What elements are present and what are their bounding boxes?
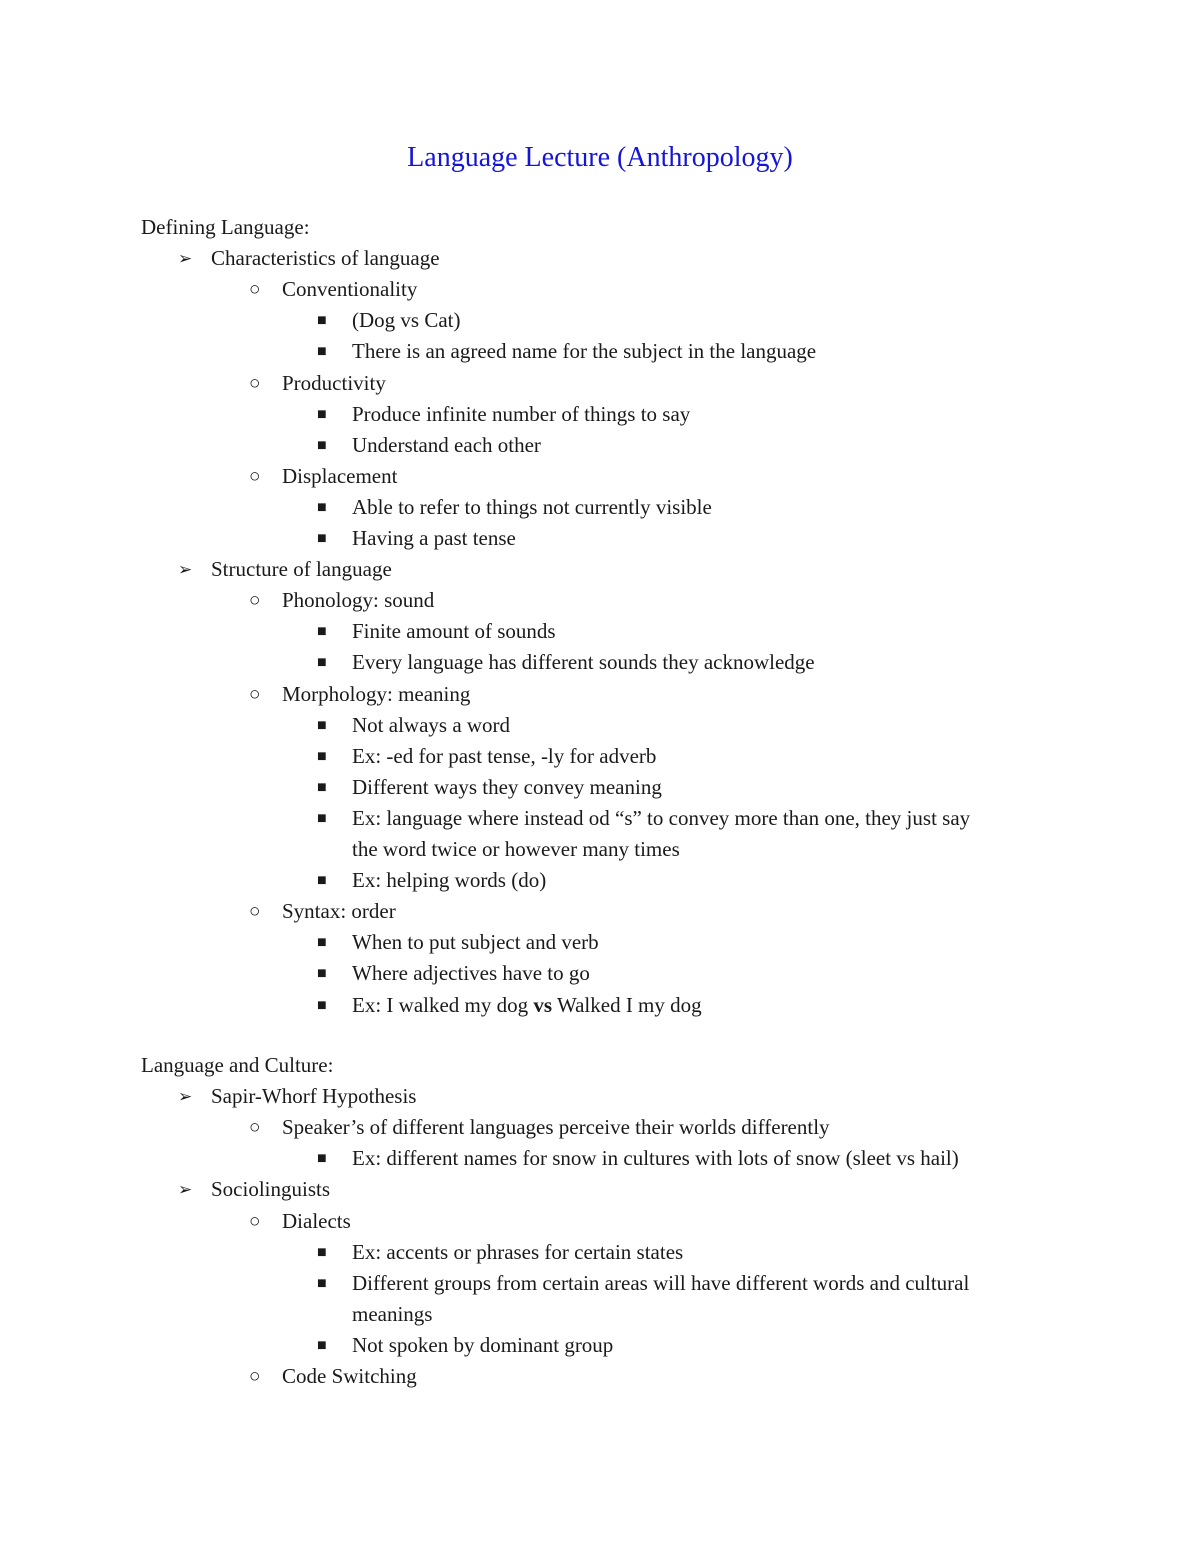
list-item-level-1: Sapir-Whorf Hypothesis bbox=[211, 1084, 417, 1109]
list-item-level-2: Syntax: order bbox=[282, 899, 396, 924]
list-item-level-1: Characteristics of language bbox=[211, 246, 440, 271]
list-item-level-2: Conventionality bbox=[282, 277, 418, 302]
square-bullet-icon: ■ bbox=[317, 872, 327, 890]
square-bullet-icon: ■ bbox=[317, 1274, 327, 1292]
square-bullet-icon: ■ bbox=[317, 343, 327, 361]
page-title: Language Lecture (Anthropology) bbox=[407, 142, 793, 173]
circle-bullet-icon: ○ bbox=[249, 465, 261, 487]
list-item-level-3: There is an agreed name for the subject in the language bbox=[352, 339, 817, 364]
list-item-level-3: Finite amount of sounds bbox=[352, 619, 556, 644]
list-item-level-3: (Dog vs Cat) bbox=[352, 308, 461, 333]
list-item-level-2: Displacement bbox=[282, 463, 398, 488]
square-bullet-icon: ■ bbox=[317, 965, 327, 983]
square-bullet-icon: ■ bbox=[317, 934, 327, 952]
list-item-level-2: Morphology: meaning bbox=[282, 681, 471, 706]
square-bullet-icon: ■ bbox=[317, 436, 327, 454]
list-item-level-3 bbox=[352, 990, 702, 1021]
list-item-level-3: Not always a word bbox=[352, 712, 511, 737]
square-bullet-icon: ■ bbox=[317, 654, 327, 672]
arrow-bullet-icon: ➢ bbox=[178, 1087, 193, 1107]
circle-bullet-icon: ○ bbox=[249, 279, 261, 301]
square-bullet-icon: ■ bbox=[317, 1243, 327, 1261]
list-item-level-3: Ex: helping words (do) bbox=[352, 868, 547, 893]
list-item-level-2: Productivity bbox=[282, 370, 386, 395]
section-heading: Language and Culture: bbox=[141, 1053, 334, 1077]
list-item-level-3: Ex: language where instead od “s” to convey more than one, they just say bbox=[352, 805, 971, 830]
list-item-level-2: Phonology: sound bbox=[282, 588, 435, 613]
circle-bullet-icon: ○ bbox=[249, 590, 261, 612]
list-item-level-3: Not spoken by dominant group bbox=[352, 1332, 614, 1357]
list-item-level-3: Understand each other bbox=[352, 432, 541, 457]
square-bullet-icon: ■ bbox=[317, 778, 327, 796]
square-bullet-icon: ■ bbox=[317, 996, 327, 1014]
section-heading: Defining Language: bbox=[141, 215, 310, 239]
square-bullet-icon: ■ bbox=[317, 1336, 327, 1354]
square-bullet-icon: ■ bbox=[317, 809, 327, 827]
square-bullet-icon: ■ bbox=[317, 312, 327, 330]
circle-bullet-icon: ○ bbox=[249, 372, 261, 394]
bold-text: vs bbox=[533, 992, 553, 1017]
list-item-text: Ex: I walked my dog bbox=[352, 992, 534, 1017]
square-bullet-icon: ■ bbox=[317, 747, 327, 765]
list-item-level-3: Every language has different sounds they acknowledge bbox=[352, 650, 815, 675]
list-item-level-3: Ex: -ed for past tense, -ly for adverb bbox=[352, 743, 657, 768]
list-item-level-3: Ex: accents or phrases for certain states bbox=[352, 1239, 684, 1264]
list-item-level-3: Produce infinite number of things to say bbox=[352, 401, 691, 426]
list-item-level-3: Having a past tense bbox=[352, 526, 516, 550]
list-item-level-3: Ex: different names for snow in cultures with lots of snow (sleet vs hail) bbox=[352, 1146, 959, 1171]
square-bullet-icon: ■ bbox=[317, 530, 327, 547]
list-item-level-3: Different groups from certain areas will have different words and cultural bbox=[352, 1270, 970, 1295]
circle-bullet-icon: ○ bbox=[249, 1366, 261, 1387]
arrow-bullet-icon: ➢ bbox=[178, 560, 193, 580]
circle-bullet-icon: ○ bbox=[249, 1210, 261, 1232]
list-item-level-1: Structure of language bbox=[211, 557, 392, 582]
circle-bullet-icon: ○ bbox=[249, 901, 261, 923]
square-bullet-icon: ■ bbox=[317, 716, 327, 734]
square-bullet-icon: ■ bbox=[317, 1150, 327, 1168]
arrow-bullet-icon: ➢ bbox=[178, 249, 193, 269]
square-bullet-icon: ■ bbox=[317, 405, 327, 423]
list-item-level-3: When to put subject and verb bbox=[352, 930, 599, 955]
list-item-level-3: Where adjectives have to go bbox=[352, 961, 590, 986]
circle-bullet-icon: ○ bbox=[249, 1117, 261, 1139]
list-item-level-2: Dialects bbox=[282, 1208, 351, 1233]
list-item-level-3: Able to refer to things not currently visible bbox=[352, 494, 712, 519]
list-item-level-2: Speaker’s of different languages perceive their worlds differently bbox=[282, 1115, 830, 1140]
circle-bullet-icon: ○ bbox=[249, 683, 261, 705]
list-item-text: Walked I my dog bbox=[552, 992, 702, 1017]
square-bullet-icon: ■ bbox=[317, 623, 327, 641]
list-item-level-2: Code Switching bbox=[282, 1364, 417, 1388]
list-item-continuation: meanings bbox=[352, 1301, 433, 1326]
list-item-level-3: Different ways they convey meaning bbox=[352, 774, 662, 799]
square-bullet-icon: ■ bbox=[317, 498, 327, 516]
list-item-level-1: Sociolinguists bbox=[211, 1177, 331, 1202]
list-item-continuation: the word twice or however many times bbox=[352, 837, 680, 861]
arrow-bullet-icon: ➢ bbox=[178, 1180, 193, 1200]
